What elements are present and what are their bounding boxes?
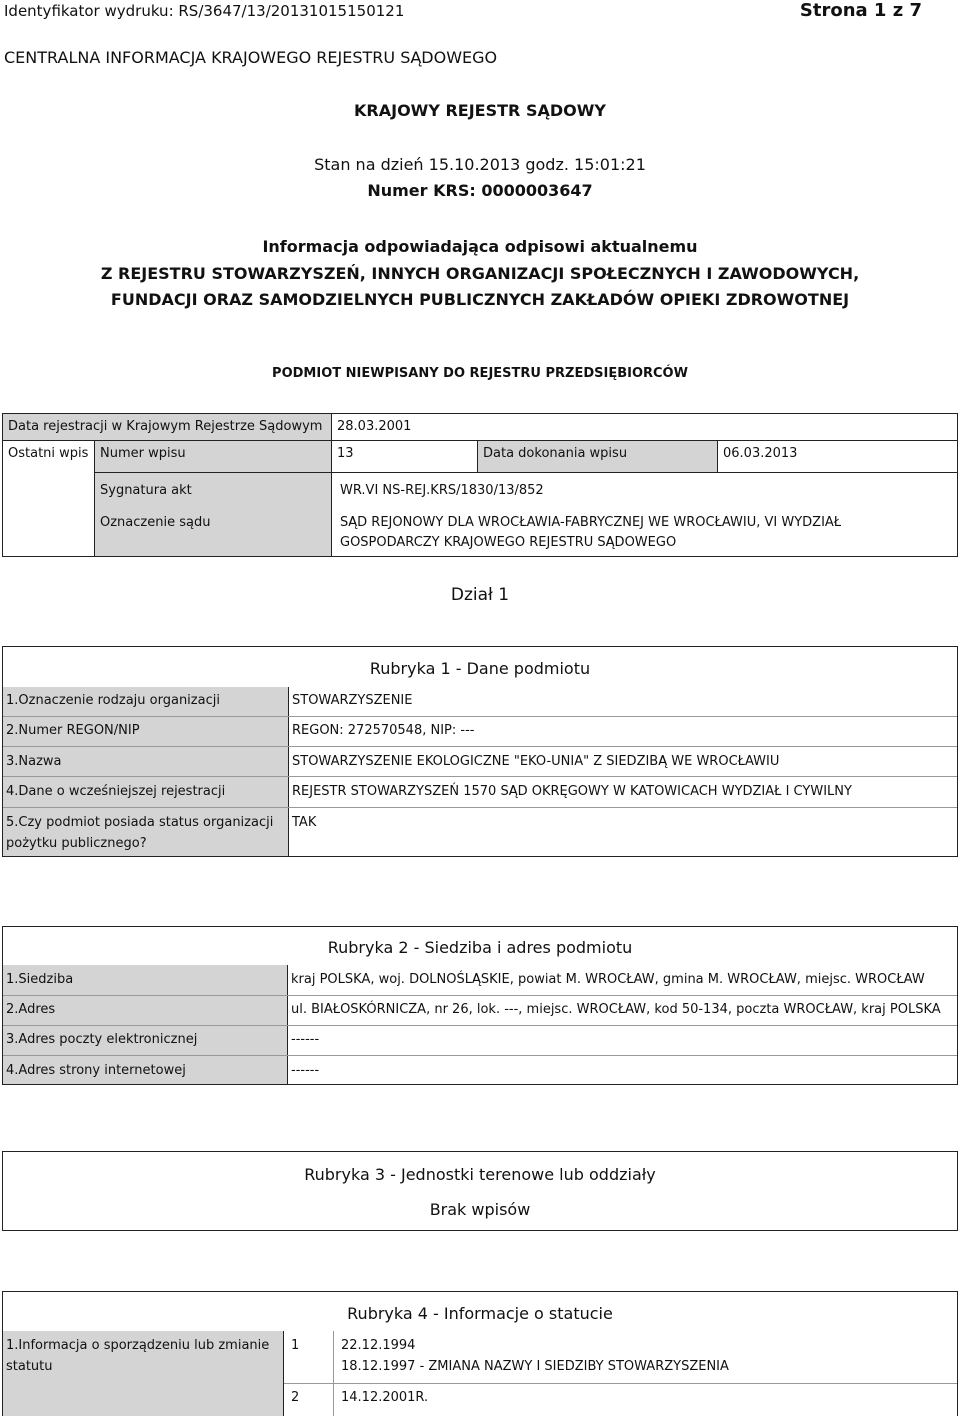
entry-no-value: 13	[332, 441, 478, 473]
signature-label: Sygnatura akt	[100, 483, 192, 498]
reg-date-label: Data rejestracji w Krajowym Rejestrze Sądowym	[2, 413, 332, 441]
rubryka-4-title: Rubryka 4 - Informacje o statucie	[347, 1304, 613, 1323]
entry-date-value: 06.03.2013	[718, 441, 958, 473]
rubryka-1-divider	[288, 687, 289, 856]
subject-note: PODMIOT NIEWPISANY DO REJESTRU PRZEDSIĘBIORCÓW	[272, 366, 688, 381]
register-scope-line2: FUNDACJI ORAZ SAMODZIELNYCH PUBLICZNYCH ZAKŁADÓW OPIEKI ZDROWOTNEJ	[110, 290, 850, 309]
court-value-line1: SĄD REJONOWY DLA WROCŁAWIA-FABRYCZNEJ WE WROCŁAWIU, VI WYDZIAŁ	[340, 515, 842, 530]
r1-row4-value: REJESTR STOWARZYSZEŃ 1570 SĄD OKRĘGOWY W KATOWICACH WYDZIAŁ I CYWILNY	[292, 784, 852, 799]
row-separator	[284, 1383, 957, 1384]
row-separator	[3, 776, 957, 777]
row-separator	[3, 746, 957, 747]
entry-no-label: Numer wpisu	[95, 441, 332, 473]
row-separator	[3, 1025, 957, 1026]
register-scope-line1: Z REJESTRU STOWARZYSZEŃ, INNYCH ORGANIZACJI SPOŁECZNYCH I ZAWODOWYCH,	[100, 264, 860, 283]
rubryka-3-title: Rubryka 3 - Jednostki terenowe lub oddziały	[304, 1165, 656, 1184]
r1-row1-value: STOWARZYSZENIE	[292, 693, 413, 708]
r4-entry2-number: 2	[291, 1390, 300, 1405]
rubryka-1-title: Rubryka 1 - Dane podmiotu	[369, 659, 591, 678]
signature-court-labels	[95, 473, 332, 557]
r2-row3-value: ------	[291, 1032, 320, 1047]
row-separator	[3, 1055, 957, 1056]
r2-row4-value: ------	[291, 1063, 320, 1078]
r1-row1-label: 1.Oznaczenie rodzaju organizacji	[6, 693, 220, 708]
rubryka-3-box	[2, 1151, 958, 1231]
r1-row4-label: 4.Dane o wcześniejszej rejestracji	[6, 784, 226, 799]
rubryka-2-title: Rubryka 2 - Siedziba i adres podmiotu	[327, 938, 633, 957]
page-number: Strona 1 z 7	[799, 0, 922, 21]
r1-row2-label: 2.Numer REGON/NIP	[6, 723, 140, 738]
row-separator	[3, 807, 957, 808]
r1-row5-value: TAK	[292, 815, 317, 830]
r4-entry1-date: 22.12.1994	[341, 1338, 416, 1353]
r2-row2-label: 2.Adres	[6, 1002, 56, 1017]
court-value-line2: GOSPODARCZY KRAJOWEGO REJESTRU SĄDOWEGO	[340, 535, 677, 550]
signature-court-values	[332, 473, 958, 557]
r1-row5-label-line1: 5.Czy podmiot posiada status organizacji	[6, 815, 274, 830]
rubryka-4-divider	[283, 1331, 284, 1416]
r1-row2-value: REGON: 272570548, NIP: ---	[292, 723, 475, 738]
r2-row1-label: 1.Siedziba	[6, 972, 74, 987]
r2-row3-label: 3.Adres poczty elektronicznej	[6, 1032, 198, 1047]
institution-name: CENTRALNA INFORMACJA KRAJOWEGO REJESTRU SĄDOWEGO	[4, 48, 498, 67]
print-identifier: Identyfikator wydruku: RS/3647/13/20131015150121	[4, 2, 405, 20]
entry-date-label: Data dokonania wpisu	[478, 441, 718, 473]
r4-entry2-date: 14.12.2001R.	[341, 1390, 429, 1405]
reg-date-value: 28.03.2001	[332, 413, 958, 441]
r1-row3-label: 3.Nazwa	[6, 754, 62, 769]
r4-label-line2: statutu	[6, 1359, 53, 1374]
r2-row4-label: 4.Adres strony internetowej	[6, 1063, 186, 1078]
r2-row1-value: kraj POLSKA, woj. DOLNOŚLĄSKIE, powiat M. WROCŁAW, gmina M. WROCŁAW, miejsc. WROCŁAW	[291, 972, 925, 987]
row-separator	[3, 995, 957, 996]
r1-row5-label-line2: pożytku publicznego?	[6, 836, 147, 851]
row-separator	[3, 716, 957, 717]
court-label: Oznaczenie sądu	[100, 515, 211, 530]
r4-label-line1: 1.Informacja o sporządzeniu lub zmianie	[6, 1338, 270, 1353]
last-entry-label: Ostatni wpis	[2, 441, 95, 557]
state-date: Stan na dzień 15.10.2013 godz. 15:01:21	[314, 155, 646, 174]
rubryka-3-empty: Brak wpisów	[429, 1200, 531, 1219]
krs-number: Numer KRS: 0000003647	[367, 181, 593, 200]
register-title: KRAJOWY REJESTR SĄDOWY	[354, 101, 606, 120]
r1-row3-value: STOWARZYSZENIE EKOLOGICZNE "EKO-UNIA" Z SIEDZIBĄ WE WROCŁAWIU	[292, 754, 780, 769]
section-title: Dział 1	[450, 585, 510, 605]
rubryka-4-number-divider	[333, 1331, 334, 1416]
signature-value: WR.VI NS-REJ.KRS/1830/13/852	[340, 483, 544, 498]
r4-entry1-number: 1	[291, 1338, 300, 1353]
info-heading: Informacja odpowiadająca odpisowi aktualnemu	[262, 237, 698, 256]
r2-row2-value: ul. BIAŁOSKÓRNICZA, nr 26, lok. ---, miejsc. WROCŁAW, kod 50-134, poczta WROCŁAW, kraj POLSKA	[291, 1002, 941, 1017]
r4-entry1-note: 18.12.1997 - ZMIANA NAZWY I SIEDZIBY STOWARZYSZENIA	[341, 1359, 729, 1374]
